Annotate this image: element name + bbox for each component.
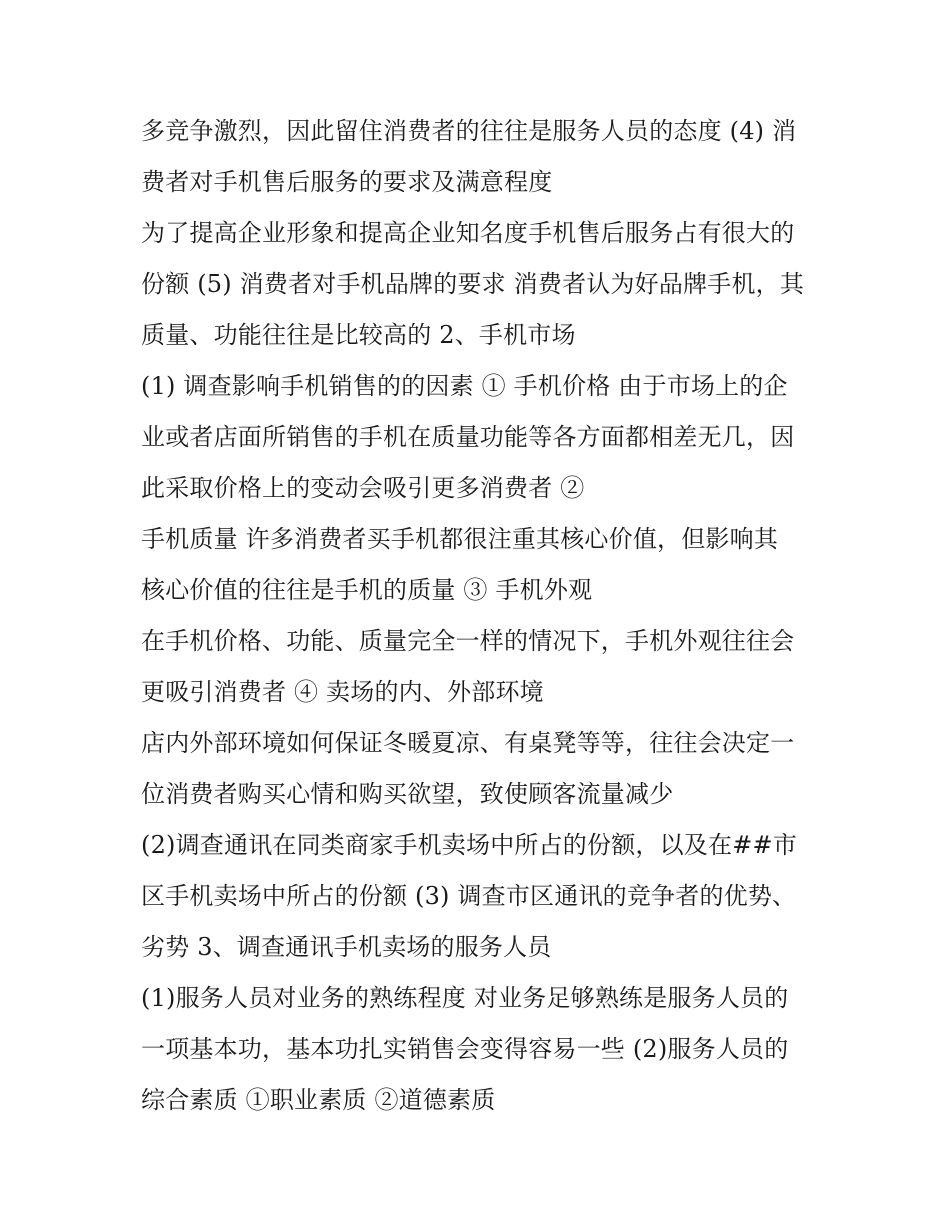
text-line-4: 份额 (5) 消费者对手机品牌的要求 消费者认为好品牌手机，其 — [141, 270, 805, 298]
text-line-7: 业或者店面所销售的手机在质量功能等各方面都相差无几，因 — [141, 423, 795, 451]
document-body — [141, 106, 821, 1126]
text-line-10: 核心价值的往往是手机的质量 ③ 手机外观 — [141, 576, 593, 604]
text-line-9: 手机质量 许多消费者买手机都很注重其核心价值，但影响其 — [141, 525, 779, 553]
text-line-11: 在手机价格、功能、质量完全一样的情况下，手机外观往往会 — [141, 627, 795, 655]
text-line-18: (1)服务人员对业务的熟练程度 对业务足够熟练是服务人员的 — [141, 984, 789, 1012]
text-line-17: 劣势 3、调查通讯手机卖场的服务人员 — [141, 933, 552, 961]
text-line-2: 费者对手机售后服务的要求及满意程度 — [141, 168, 553, 196]
text-line-16: 区手机卖场中所占的份额 (3) 调查市区通讯的竞争者的优势、 — [141, 882, 797, 910]
text-line-13: 店内外部环境如何保证冬暖夏凉、有桌凳等等，往往会决定一 — [141, 729, 795, 757]
text-line-15: (2)调查通讯在同类商家手机卖场中所占的份额，以及在##市 — [141, 831, 798, 859]
text-line-12: 更吸引消费者 ④ 卖场的内、外部环境 — [141, 678, 544, 706]
text-line-5: 质量、功能往往是比较高的 2、手机市场 — [141, 321, 576, 349]
text-line-1: 多竞争激烈，因此留住消费者的往往是服务人员的态度 (4) 消 — [141, 117, 797, 145]
text-line-14: 位消费者购买心情和购买欲望，致使顾客流量减少 — [141, 780, 674, 808]
text-line-19: 一项基本功，基本功扎实销售会变得容易一些 (2)服务人员的 — [141, 1035, 789, 1063]
text-line-3: 为了提高企业形象和提高企业知名度手机售后服务占有很大的 — [141, 219, 795, 247]
text-line-20: 综合素质 ①职业素质 ②道德素质 — [141, 1086, 496, 1114]
text-line-8: 此采取价格上的变动会吸引更多消费者 ② — [141, 474, 585, 502]
text-line-6: (1) 调查影响手机销售的的因素 ① 手机价格 由于市场上的企 — [141, 372, 788, 400]
